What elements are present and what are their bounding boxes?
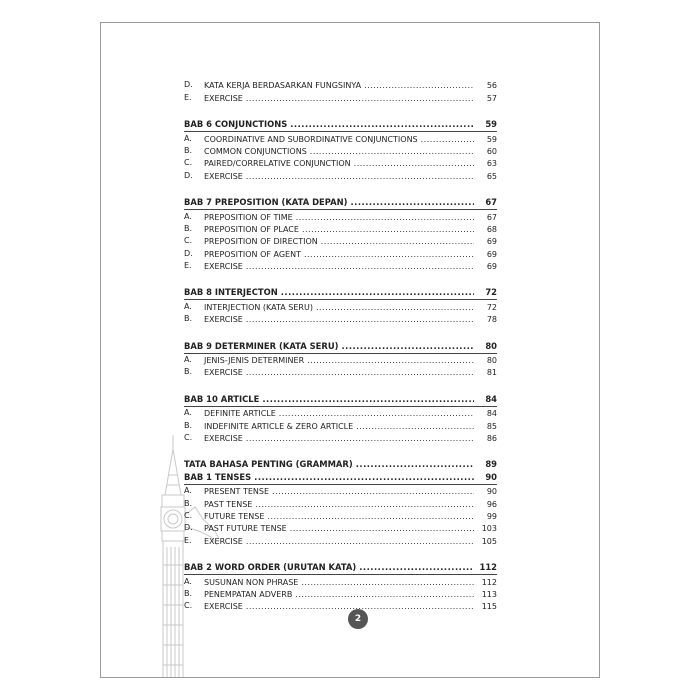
entry-letter: B. bbox=[184, 420, 193, 430]
dot-leader bbox=[354, 159, 474, 169]
entry-letter: A. bbox=[184, 486, 192, 496]
toc-entry[interactable] bbox=[184, 588, 497, 600]
entry-page: 105 bbox=[481, 536, 497, 546]
chapter-page: 89 bbox=[485, 459, 497, 470]
dot-leader bbox=[246, 537, 474, 547]
chapter-title: BAB 8 INTERJECTON bbox=[184, 287, 278, 298]
chapter-page: 112 bbox=[479, 562, 497, 573]
entry-page: 65 bbox=[486, 171, 497, 181]
entry-letter: E. bbox=[184, 261, 192, 271]
entry-title: EXERCISE bbox=[204, 602, 243, 612]
dot-leader bbox=[246, 262, 474, 272]
dot-leader bbox=[421, 135, 474, 145]
dot-leader bbox=[272, 487, 474, 497]
chapter-title: BAB 7 PREPOSITION (KATA DEPAN) bbox=[184, 197, 348, 208]
entry-letter: C. bbox=[184, 236, 193, 246]
entry-title: COORDINATIVE AND SUBORDINATIVE CONJUNCTIONS bbox=[204, 134, 418, 144]
toc-chapter-heading[interactable] bbox=[184, 285, 497, 297]
toc-chapter-heading[interactable] bbox=[184, 391, 497, 403]
entry-title: FUTURE TENSE bbox=[204, 511, 265, 521]
entry-title: DEFINITE ARTICLE bbox=[204, 409, 276, 419]
entry-page: 72 bbox=[486, 302, 497, 312]
entry-letter: B. bbox=[184, 588, 193, 598]
entry-title: EXERCISE bbox=[204, 171, 243, 181]
entry-page: 69 bbox=[486, 237, 497, 247]
toc-entry[interactable] bbox=[184, 510, 497, 522]
toc-entry[interactable] bbox=[184, 354, 497, 366]
book-page bbox=[100, 22, 600, 678]
entry-letter: B. bbox=[184, 223, 193, 233]
dot-leader bbox=[246, 434, 474, 444]
dot-leader bbox=[295, 590, 474, 600]
chapter-page: 80 bbox=[485, 340, 497, 351]
entry-title: PAST FUTURE TENSE bbox=[204, 524, 287, 534]
dot-leader bbox=[262, 394, 474, 404]
chapter-page: 72 bbox=[485, 287, 497, 298]
entry-letter: A. bbox=[184, 576, 192, 586]
toc-entry[interactable] bbox=[184, 91, 497, 103]
entry-page: 63 bbox=[486, 159, 497, 169]
entry-page: 115 bbox=[481, 602, 497, 612]
section-gap bbox=[184, 547, 497, 560]
entry-title: INDEFINITE ARTICLE & ZERO ARTICLE bbox=[204, 421, 354, 431]
page-number-badge: 2 bbox=[348, 609, 368, 629]
dot-leader bbox=[310, 147, 474, 157]
entry-title: COMMON CONJUNCTIONS bbox=[204, 146, 307, 156]
toc-entry[interactable] bbox=[184, 235, 497, 247]
entry-title: PRESENT TENSE bbox=[204, 487, 270, 497]
entry-letter: B. bbox=[184, 367, 193, 377]
dot-leader bbox=[296, 213, 474, 223]
entry-title: PREPOSITION OF PLACE bbox=[204, 224, 299, 234]
entry-page: 113 bbox=[481, 589, 497, 599]
toc-chapter-heading[interactable] bbox=[184, 338, 497, 350]
entry-page: 69 bbox=[486, 262, 497, 272]
entry-page: 80 bbox=[486, 356, 497, 366]
entry-title: PREPOSITION OF TIME bbox=[204, 212, 293, 222]
toc-chapter-heading[interactable] bbox=[184, 195, 497, 207]
chapter-title: BAB 9 DETERMINER (KATA SERU) bbox=[184, 340, 339, 351]
dot-leader bbox=[302, 225, 474, 235]
dot-leader bbox=[341, 341, 474, 351]
chapter-page: 67 bbox=[485, 197, 497, 208]
entry-letter: B. bbox=[184, 498, 193, 508]
toc-entry[interactable] bbox=[184, 210, 497, 222]
chapter-title: TATA BAHASA PENTING (GRAMMAR) bbox=[184, 459, 353, 470]
toc-entry[interactable] bbox=[184, 485, 497, 497]
entry-title: PREPOSITION OF DIRECTION bbox=[204, 237, 318, 247]
entry-page: 59 bbox=[486, 134, 497, 144]
dot-leader bbox=[246, 94, 474, 104]
entry-page: 81 bbox=[486, 368, 497, 378]
entry-title: EXERCISE bbox=[204, 262, 243, 272]
entry-title: JENIS-JENIS DETERMINER bbox=[204, 356, 305, 366]
entry-letter: E. bbox=[184, 92, 192, 102]
dot-leader bbox=[364, 81, 474, 91]
toc-chapter-heading[interactable] bbox=[184, 117, 497, 129]
entry-page: 78 bbox=[486, 315, 497, 325]
dot-leader bbox=[246, 172, 474, 182]
entry-title: SUSUNAN NON PHRASE bbox=[204, 577, 299, 587]
entry-letter: E. bbox=[184, 535, 192, 545]
entry-page: 103 bbox=[481, 524, 497, 534]
toc-entry[interactable] bbox=[184, 145, 497, 157]
entry-letter: C. bbox=[184, 432, 193, 442]
dot-leader bbox=[281, 287, 474, 297]
dot-leader bbox=[290, 524, 474, 534]
chapter-title: BAB 1 TENSES bbox=[184, 471, 252, 482]
entry-letter: C. bbox=[184, 601, 193, 611]
chapter-page: 59 bbox=[485, 119, 497, 130]
entry-page: 85 bbox=[486, 421, 497, 431]
entry-page: 57 bbox=[486, 93, 497, 103]
toc-entry[interactable] bbox=[184, 522, 497, 534]
entry-title: EXERCISE bbox=[204, 433, 243, 443]
dot-leader bbox=[356, 459, 474, 469]
entry-letter: D. bbox=[184, 80, 193, 90]
entry-title: PAST TENSE bbox=[204, 499, 253, 509]
toc-entry[interactable] bbox=[184, 247, 497, 259]
entry-title: EXERCISE bbox=[204, 536, 243, 546]
dot-leader bbox=[359, 562, 474, 572]
toc-entry[interactable] bbox=[184, 260, 497, 272]
toc-entry[interactable] bbox=[184, 169, 497, 181]
section-gap bbox=[184, 272, 497, 285]
entry-page: 67 bbox=[486, 212, 497, 222]
dot-leader bbox=[267, 512, 474, 522]
section-gap bbox=[184, 325, 497, 338]
section-gap bbox=[184, 378, 497, 391]
entry-page: 112 bbox=[481, 577, 497, 587]
dot-leader bbox=[316, 303, 474, 313]
entry-page: 84 bbox=[486, 409, 497, 419]
toc-entry[interactable] bbox=[184, 79, 497, 91]
dot-leader bbox=[307, 356, 474, 366]
toc-chapter-heading[interactable] bbox=[184, 560, 497, 572]
dot-leader bbox=[255, 500, 474, 510]
entry-letter: A. bbox=[184, 355, 192, 365]
entry-title: EXERCISE bbox=[204, 315, 243, 325]
dot-leader bbox=[304, 250, 474, 260]
entry-page: 68 bbox=[486, 224, 497, 234]
entry-letter: B. bbox=[184, 145, 193, 155]
entry-letter: B. bbox=[184, 314, 193, 324]
toc-entry[interactable] bbox=[184, 132, 497, 144]
dot-leader bbox=[290, 119, 474, 129]
dot-leader bbox=[246, 315, 474, 325]
dot-leader bbox=[254, 472, 474, 482]
chapter-page: 84 bbox=[485, 393, 497, 404]
entry-letter: A. bbox=[184, 211, 192, 221]
toc-entry[interactable] bbox=[184, 313, 497, 325]
chapter-page: 90 bbox=[485, 471, 497, 482]
entry-title: EXERCISE bbox=[204, 93, 243, 103]
toc-entry[interactable] bbox=[184, 300, 497, 312]
toc-entry[interactable] bbox=[184, 600, 497, 612]
toc-entry[interactable] bbox=[184, 407, 497, 419]
section-gap bbox=[184, 444, 497, 457]
entry-title: EXERCISE bbox=[204, 368, 243, 378]
entry-page: 86 bbox=[486, 433, 497, 443]
dot-leader bbox=[246, 368, 474, 378]
entry-page: 99 bbox=[486, 511, 497, 521]
entry-title: PREPOSITION OF AGENT bbox=[204, 249, 301, 259]
dot-leader bbox=[350, 197, 474, 207]
dot-leader bbox=[356, 422, 474, 432]
entry-letter: A. bbox=[184, 133, 192, 143]
entry-letter: D. bbox=[184, 523, 193, 533]
entry-title: PENEMPATAN ADVERB bbox=[204, 589, 293, 599]
toc-entry[interactable] bbox=[184, 575, 497, 587]
toc-entry[interactable] bbox=[184, 157, 497, 169]
table-of-contents bbox=[184, 79, 497, 612]
entry-letter: A. bbox=[184, 301, 192, 311]
entry-letter: D. bbox=[184, 170, 193, 180]
entry-page: 60 bbox=[486, 146, 497, 156]
toc-entry[interactable] bbox=[184, 534, 497, 546]
toc-entry[interactable] bbox=[184, 223, 497, 235]
toc-chapter-heading[interactable] bbox=[184, 469, 497, 481]
entry-letter: C. bbox=[184, 510, 193, 520]
toc-entry[interactable] bbox=[184, 419, 497, 431]
entry-title: INTERJECTION (KATA SERU) bbox=[204, 302, 313, 312]
toc-entry[interactable] bbox=[184, 432, 497, 444]
entry-page: 69 bbox=[486, 249, 497, 259]
dot-leader bbox=[301, 578, 474, 588]
entry-page: 90 bbox=[486, 487, 497, 497]
toc-entry[interactable] bbox=[184, 366, 497, 378]
section-gap bbox=[184, 182, 497, 195]
entry-page: 56 bbox=[486, 81, 497, 91]
entry-letter: D. bbox=[184, 248, 193, 258]
entry-title: PAIRED/CORRELATIVE CONJUNCTION bbox=[204, 159, 351, 169]
dot-leader bbox=[279, 409, 474, 419]
chapter-title: BAB 10 ARTICLE bbox=[184, 393, 260, 404]
entry-title: KATA KERJA BERDASARKAN FUNGSINYA bbox=[204, 81, 362, 91]
chapter-title: BAB 2 WORD ORDER (URUTAN KATA) bbox=[184, 562, 357, 573]
toc-chapter-heading[interactable] bbox=[184, 457, 497, 469]
entry-page: 96 bbox=[486, 499, 497, 509]
toc-entry[interactable] bbox=[184, 497, 497, 509]
entry-letter: C. bbox=[184, 158, 193, 168]
section-gap bbox=[184, 104, 497, 117]
dot-leader bbox=[321, 237, 474, 247]
chapter-title: BAB 6 CONJUNCTIONS bbox=[184, 119, 288, 130]
entry-letter: A. bbox=[184, 408, 192, 418]
